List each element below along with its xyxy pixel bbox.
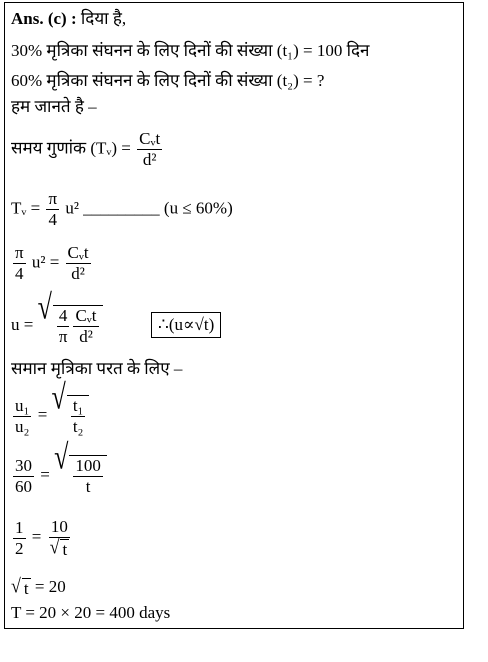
radical-icon: √: [49, 535, 60, 558]
eq-u-ratio: $\frac{\text{u₁}}{\text{u₂}}$ = √ $\frac{\text{t₁}}{\text{t₂}}$: [11, 395, 89, 437]
eq-30-60: $\frac{30}{60}$ = √ $\frac{100}{t}$: [11, 455, 107, 497]
eq4-pi: π: [58, 327, 68, 346]
eq2-lhs: Tᵥ =: [11, 198, 41, 218]
eq2-condition: (u ≤ 60%): [163, 198, 233, 218]
radical-icon: √: [51, 377, 66, 417]
eq3-rhs-den: d²: [71, 264, 85, 283]
eq-tv-u: [11, 189, 233, 230]
eq-1-2: $\frac{1}{2}$ = 10 √ t: [15, 517, 68, 559]
eq5-u2: u₂: [15, 416, 30, 436]
eq5-u1: u₁: [15, 395, 30, 415]
eq-time-factor: [11, 129, 164, 170]
answer-label: Ans. (c) :: [11, 9, 77, 28]
radical-icon: √: [37, 287, 52, 327]
eq3-u2: u² =: [31, 252, 60, 272]
radical-icon: √: [54, 437, 69, 477]
eq-u-sqrt: [11, 287, 221, 347]
eq7-1: 1: [15, 517, 24, 537]
eq-sqrt-t-20: [11, 574, 66, 599]
proportional-box: ∴(u∝√t): [151, 312, 221, 338]
eq3-four: 4: [15, 264, 24, 283]
eq8-sqrt: [11, 574, 31, 599]
answer-box: [4, 2, 464, 629]
eq-pi4u2: [11, 243, 93, 284]
eq5-t2: t₂: [72, 417, 84, 436]
eq5-t1: t₁: [72, 396, 84, 415]
eq3-pi-over-4: [13, 243, 26, 284]
eq6-60: 60: [15, 476, 32, 496]
eq6-t: t: [85, 477, 91, 496]
eq6-100: 100: [75, 456, 101, 475]
eq6-30: 30: [15, 455, 32, 475]
radical-icon: √: [11, 574, 21, 597]
eq3-pi: π: [15, 243, 24, 262]
eq5-sqrt: [51, 377, 90, 437]
eq8-value: = 20: [34, 577, 66, 596]
eq2-blank: _________: [83, 198, 160, 218]
line-t2: 60% मृत्रिका संघनन के लिए दिनों की संख्या (t₂) = ?: [11, 71, 325, 90]
line-given: [11, 9, 126, 29]
given-text: दिया है,: [80, 9, 127, 28]
line-we-know: हम जानते है –: [11, 97, 97, 116]
eq2-pi-over-4: [46, 189, 59, 230]
tv-label: समय गुणांक (Tᵥ) =: [11, 138, 131, 158]
eq4-num: Cᵥt: [75, 306, 97, 325]
line-t1: 30% मृत्रिका संघनन के लिए दिनों की संख्या (t₁) = 100 दिन: [11, 41, 370, 60]
eq3-rhs-num: Cᵥt: [67, 243, 89, 262]
eq7-sqrt: [49, 535, 70, 560]
eq2-u2: u²: [65, 198, 79, 218]
line-same-layer: समान मृत्रिका परत के लिए –: [11, 359, 183, 378]
tv-numerator: Cᵥt: [139, 129, 161, 148]
eq3-rhs: [66, 243, 91, 284]
eq7-10: 10: [50, 517, 68, 536]
eq7-2: 2: [15, 538, 24, 558]
eq2-pi: π: [48, 189, 58, 208]
eq4-lhs: u =: [11, 314, 34, 334]
eq2-four: 4: [48, 210, 58, 229]
eq4-den: d²: [79, 327, 93, 346]
tv-fraction: [137, 129, 162, 170]
final-answer: T = 20 × 20 = 400 days: [11, 603, 171, 622]
eq4-four: 4: [58, 306, 68, 325]
eq8-t: t: [23, 578, 29, 598]
eq4-sqrt: [37, 287, 103, 347]
tv-denominator: d²: [142, 150, 157, 169]
eq7-t: t: [62, 539, 68, 559]
